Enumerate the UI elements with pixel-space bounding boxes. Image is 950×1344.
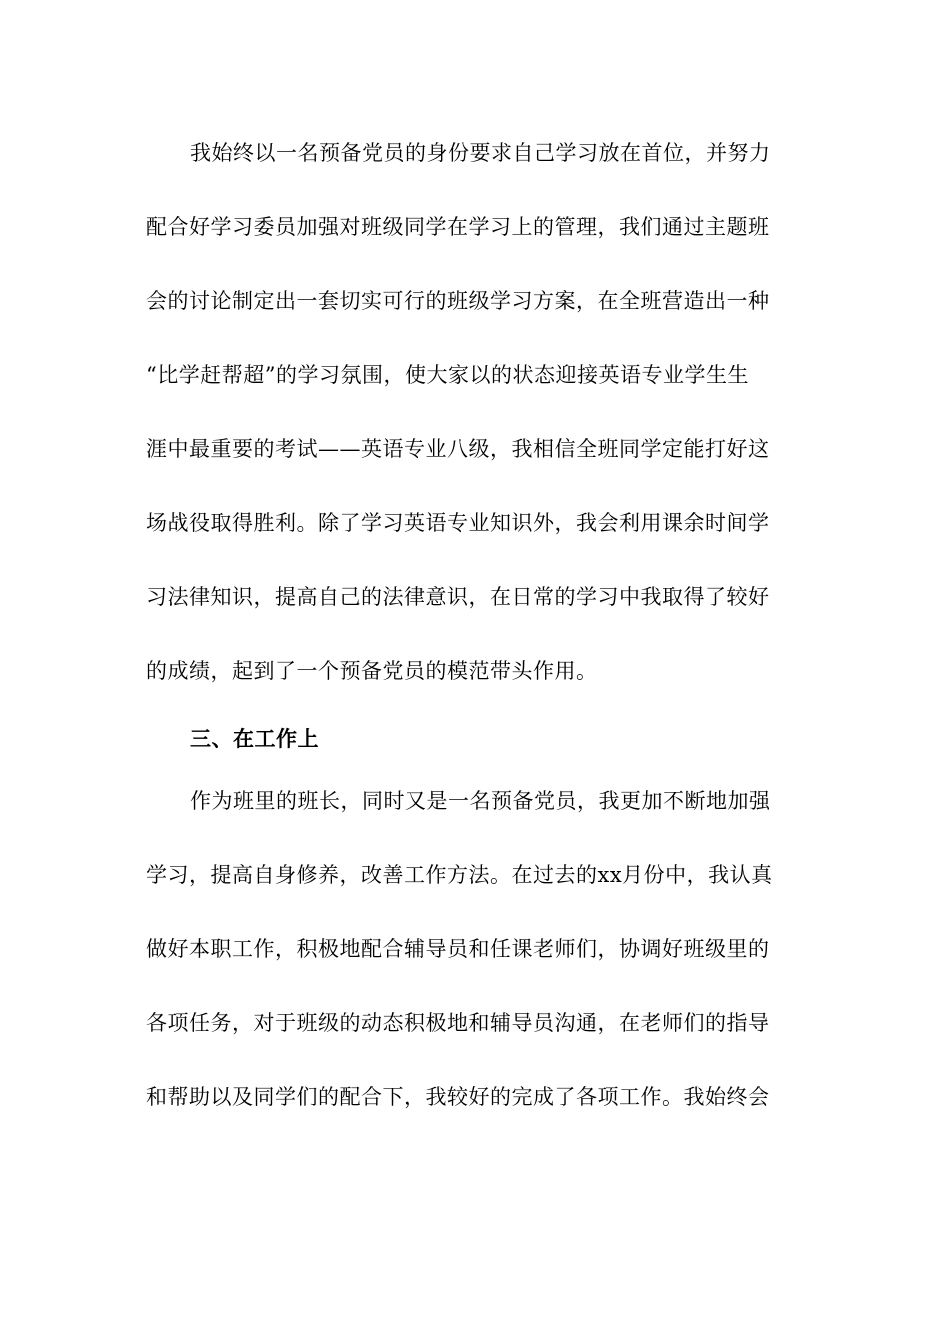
paragraph-1-line-7: 习法律知识，提高自己的法律意识，在日常的学习中我取得了较好 bbox=[146, 585, 770, 609]
paragraph-1-line-1: 我始终以一名预备党员的身份要求自己学习放在首位，并努力 bbox=[190, 141, 771, 165]
paragraph-1-line-5: 涯中最重要的考试——英语专业八级，我相信全班同学定能打好这 bbox=[146, 437, 770, 461]
paragraph-2-line-5: 和帮助以及同学们的配合下，我较好的完成了各项工作。我始终会 bbox=[146, 1085, 770, 1109]
paragraph-1-line-4: “比学赶帮超”的学习氛围，使大家以的状态迎接英语专业学生生 bbox=[146, 363, 749, 387]
paragraph-2-line-2: 学习，提高自身修养，改善工作方法。在过去的xx月份中，我认真 bbox=[146, 863, 773, 887]
paragraph-2-line-4: 各项任务，对于班级的动态积极地和辅导员沟通，在老师们的指导 bbox=[146, 1011, 770, 1035]
paragraph-1-line-3: 会的讨论制定出一套切实可行的班级学习方案，在全班营造出一种 bbox=[146, 289, 770, 313]
paragraph-2-line-3: 做好本职工作，积极地配合辅导员和任课老师们，协调好班级里的 bbox=[146, 937, 770, 961]
paragraph-1-line-8: 的成绩，起到了一个预备党员的模范带头作用。 bbox=[146, 659, 598, 683]
paragraph-2-line-1: 作为班里的班长，同时又是一名预备党员，我更加不断地加强 bbox=[190, 789, 771, 813]
paragraph-1-line-6: 场战役取得胜利。除了学习英语专业知识外，我会利用课余时间学 bbox=[146, 511, 770, 535]
paragraph-1-line-2: 配合好学习委员加强对班级同学在学习上的管理，我们通过主题班 bbox=[146, 215, 770, 239]
section-3-heading: 三、在工作上 bbox=[190, 726, 319, 751]
